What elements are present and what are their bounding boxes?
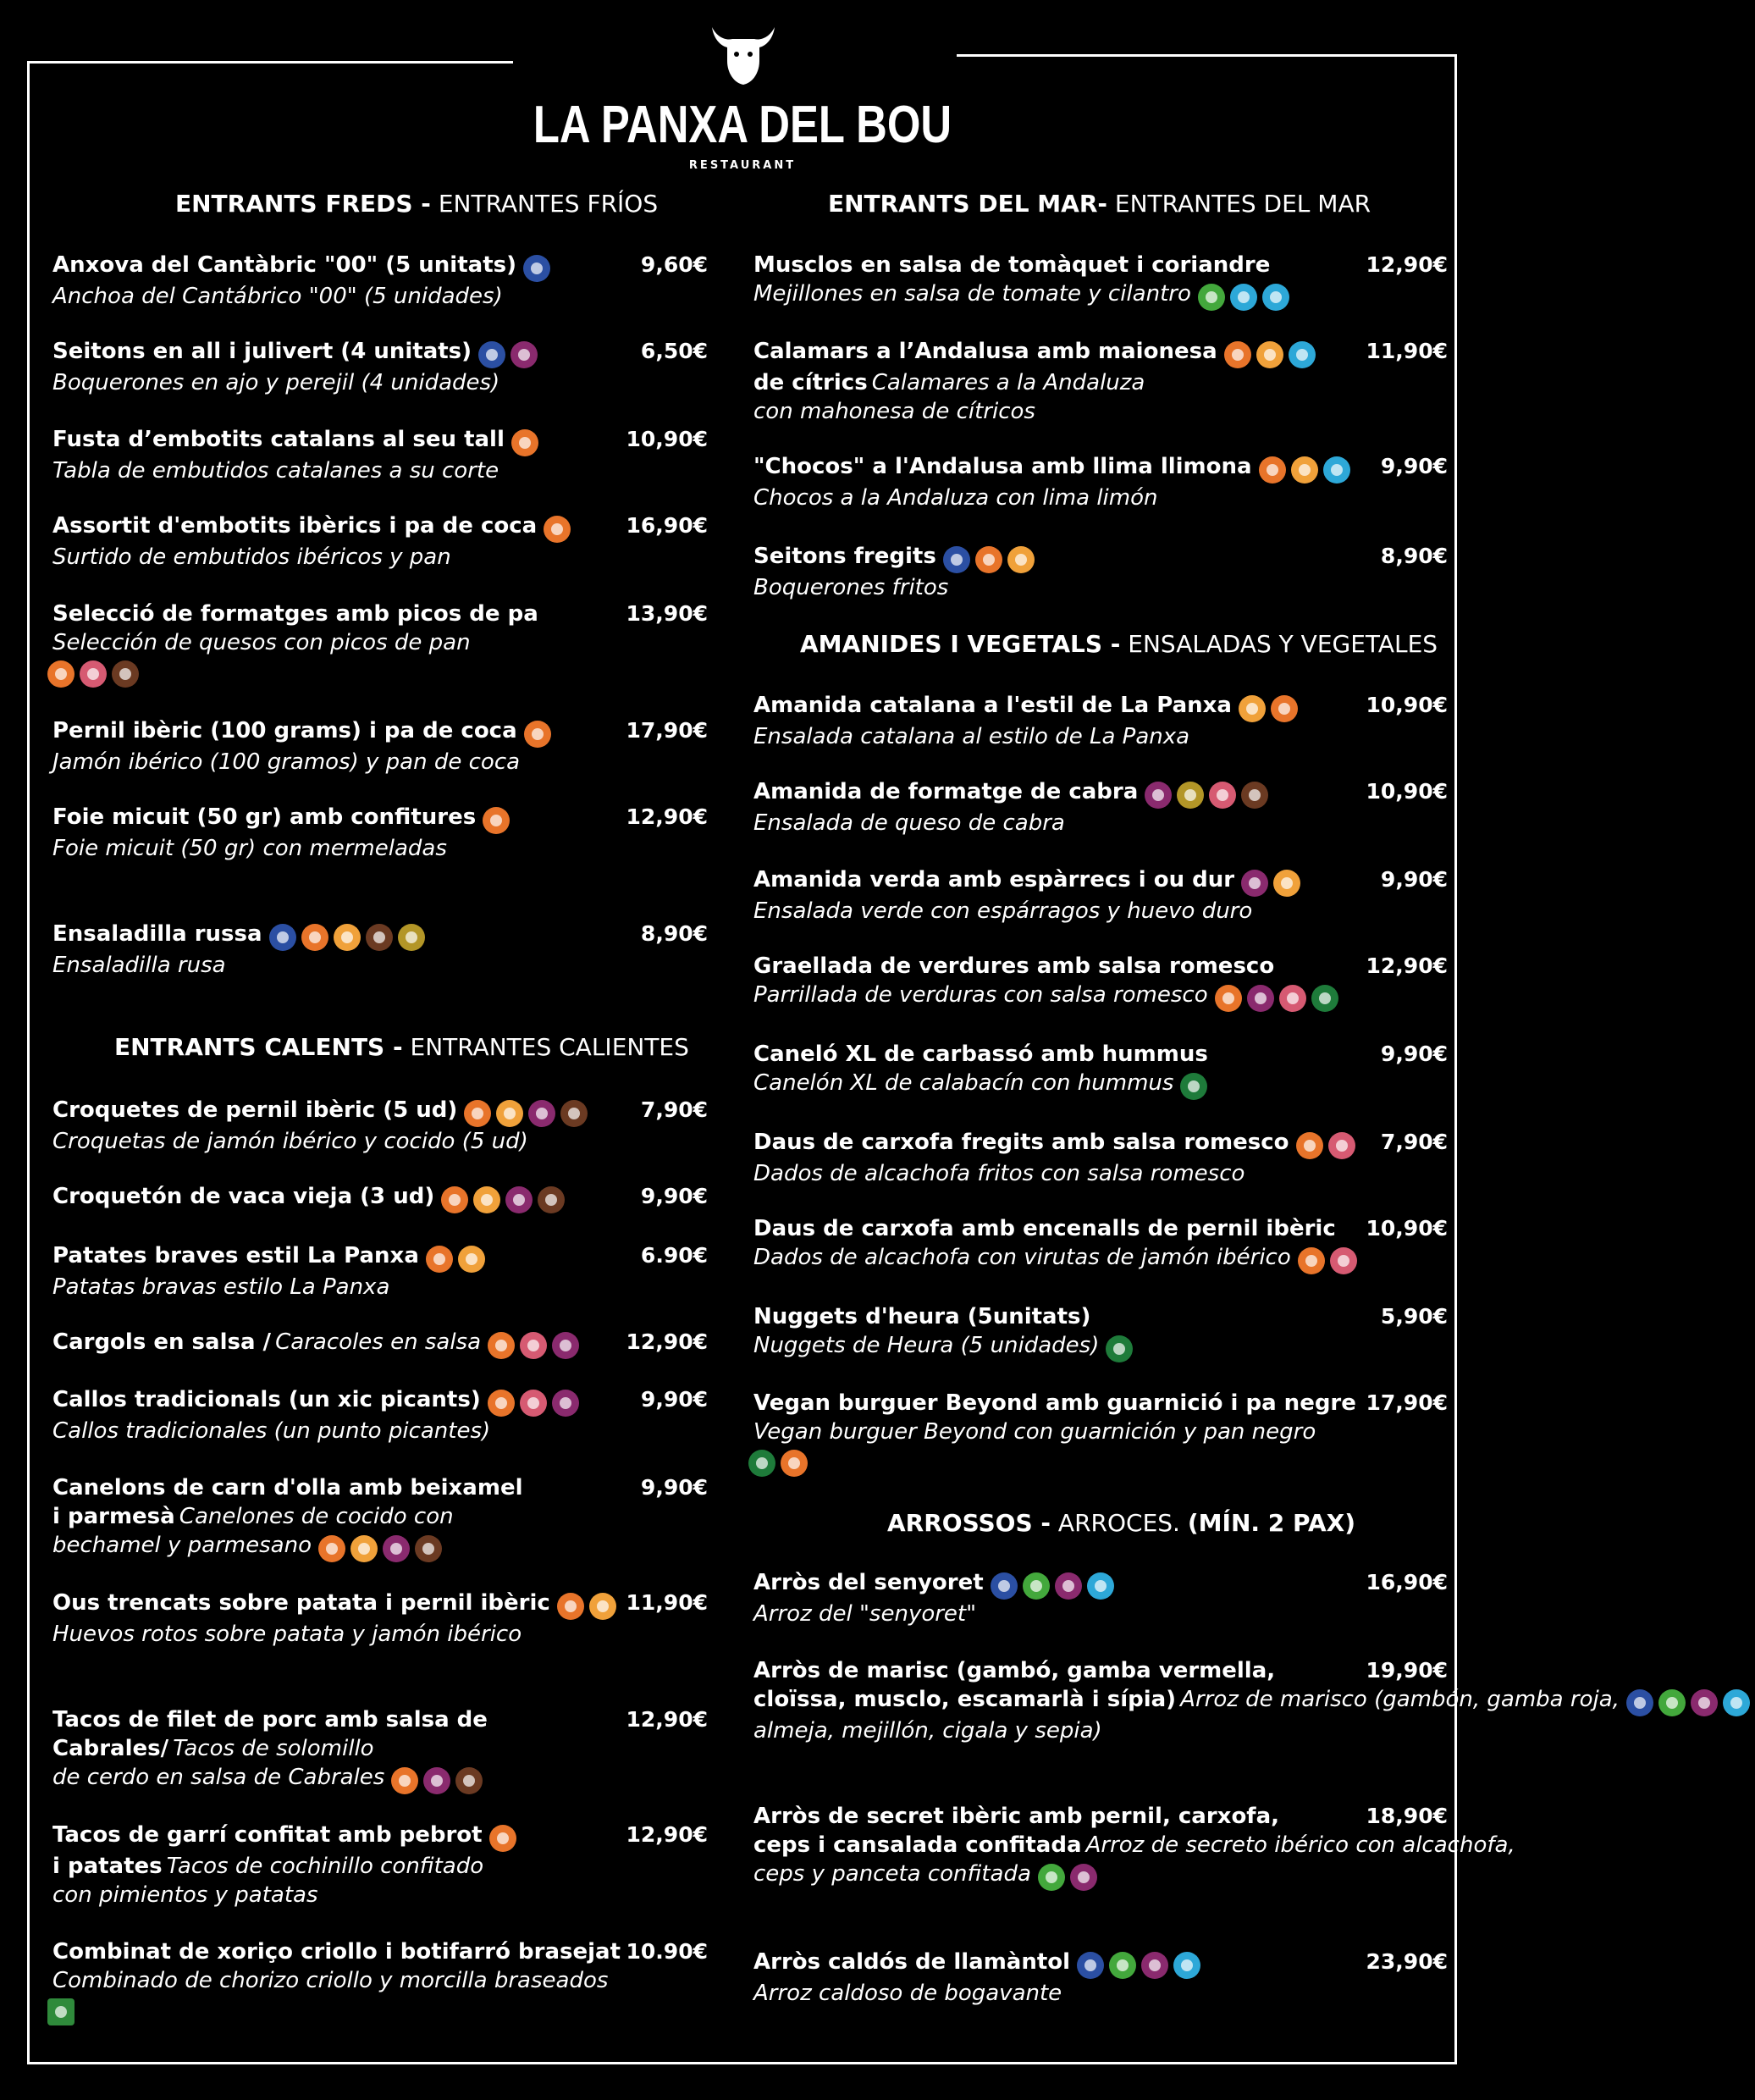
gluten-icon [1271, 695, 1298, 722]
item-name: Cargols en salsa / [52, 1329, 272, 1355]
menu-item [753, 251, 1294, 311]
item-price: 9,90€ [640, 1387, 708, 1412]
allergen-icons [426, 1246, 490, 1273]
item-description: Foie micuit (50 gr) con mermeladas [52, 835, 447, 861]
item-price: 9,90€ [1380, 454, 1448, 478]
celery-icon [1023, 1572, 1050, 1600]
sulphite-icon [528, 1100, 555, 1127]
item-description: Boquerones fritos [753, 574, 949, 600]
sulphite-icon [505, 1186, 533, 1213]
gluten-icon [1215, 985, 1242, 1012]
allergen-icons [488, 1390, 584, 1417]
fish-icon [523, 255, 550, 282]
item-price: 10,90€ [626, 427, 708, 451]
item-description: Canelón XL de calabacín con hummus [753, 1070, 1174, 1096]
item-description: Ensalada catalana al estilo de La Panxa [753, 723, 1190, 749]
menu-item [753, 542, 1040, 602]
allergen-icons [478, 341, 543, 368]
item-price: 9,90€ [640, 1184, 708, 1208]
item-price: 11,90€ [1366, 339, 1448, 363]
menu-item [753, 1656, 1755, 1745]
item-name: Tacos de filet de porc amb salsa de [52, 1707, 488, 1732]
item-name: Callos tradicionals (un xic picants) [52, 1387, 481, 1412]
gluten-icon [464, 1100, 491, 1127]
gluten-icon [1298, 1247, 1325, 1274]
sulphite-icon [1070, 1864, 1097, 1891]
sulphite-icon [423, 1767, 450, 1794]
item-price: 11,90€ [626, 1590, 708, 1615]
frame-right [1454, 54, 1457, 2064]
allergen-icons [488, 1332, 584, 1359]
crustacean-icon [1723, 1689, 1750, 1716]
menu-item [753, 337, 1321, 426]
item-name: Seitons fregits [753, 544, 936, 569]
item-name: Anxova del Cantàbric "00" (5 unitats) [52, 252, 516, 278]
item-description: Huevos rotos sobre patata y jamón ibérico [52, 1621, 522, 1647]
item-name: Arròs caldós de llamàntol [753, 1949, 1071, 1975]
milk-icon [366, 924, 393, 951]
menu-item [52, 1821, 522, 1909]
item-name: Canelons de carn d'olla amb beixamel [52, 1475, 523, 1500]
egg-icon [1273, 870, 1300, 897]
brand-title: LA PANXA DEL BOU [533, 96, 952, 154]
milk-icon [455, 1767, 483, 1794]
menu-item [52, 251, 555, 311]
egg-icon [1291, 456, 1318, 484]
item-name: Amanida catalana a l'estil de La Panxa [753, 693, 1232, 718]
allergen-icons [523, 255, 555, 282]
item-description: Boquerones en ajo y perejil (4 unidades) [52, 369, 500, 395]
item-name: Musclos en salsa de tomàquet i coriandre [753, 252, 1271, 278]
sulphite-icon [1691, 1689, 1718, 1716]
gluten-icon [426, 1246, 453, 1273]
gluten-icon [1224, 341, 1251, 368]
allergen-icons [544, 516, 576, 543]
item-description: Dados de alcachofa fritos con salsa romesco [753, 1160, 1245, 1186]
allergen-icons [441, 1186, 570, 1213]
vegan-icon [1180, 1073, 1207, 1100]
item-price: 10,90€ [1366, 1216, 1448, 1241]
menu-item [753, 865, 1305, 926]
gluten-icon [483, 807, 510, 834]
gluten-icon [1259, 456, 1286, 484]
menu-item [753, 1214, 1362, 1274]
sulphite-icon [552, 1332, 579, 1359]
item-name: "Chocos" a l'Andalusa amb llima llimona [753, 454, 1252, 479]
vegan-icon [748, 1450, 775, 1477]
egg-icon [1007, 546, 1035, 573]
allergen-icons [943, 546, 1040, 573]
item-price: 12,90€ [1366, 953, 1448, 978]
item-description: Selección de quesos con picos de pan [52, 630, 471, 655]
item-description: Dados de alcachofa con virutas de jamón ibérico [753, 1245, 1291, 1270]
mustard-icon [1177, 782, 1204, 809]
item-price: 6,50€ [640, 339, 708, 363]
gluten-icon [1296, 1132, 1323, 1159]
nuts-icon [1279, 985, 1306, 1012]
item-name-cont: de cítrics [753, 369, 868, 395]
allergen-icons [489, 1825, 522, 1852]
gluten-icon [511, 429, 538, 456]
menu-item [52, 1589, 621, 1649]
milk-icon [1241, 782, 1268, 809]
allergen-icons [47, 660, 144, 688]
item-price: 9,90€ [1380, 867, 1448, 892]
item-description: Tacos de cochinillo confitado [166, 1853, 484, 1879]
gluten-icon [488, 1390, 515, 1417]
menu-item [52, 1705, 488, 1794]
item-description: Tacos de solomillo [173, 1736, 374, 1761]
item-name: Amanida verda amb espàrrecs i ou dur [753, 867, 1235, 892]
item-description: Canelones de cocido con [179, 1504, 454, 1529]
fish-icon [478, 341, 505, 368]
item-description: Caracoles en salsa [275, 1329, 482, 1355]
item-price: 23,90€ [1366, 1949, 1448, 1974]
item-name: Selecció de formatges amb picos de pa [52, 601, 538, 627]
menu-item [52, 716, 556, 776]
milk-icon [415, 1535, 442, 1562]
item-description-cont: ceps y panceta confitada [753, 1861, 1031, 1887]
gluten-icon [557, 1593, 584, 1620]
allergen-icons [1038, 1864, 1102, 1891]
item-price: 5,90€ [1380, 1304, 1448, 1329]
menu-item [52, 425, 544, 485]
item-description-cont: con pimientos y patatas [52, 1882, 318, 1908]
sulphite-icon [1145, 782, 1172, 809]
menu-item [52, 337, 543, 397]
item-price: 16,90€ [626, 513, 708, 538]
section-entrants-freds: ENTRANTS FREDS - ENTRANTES FRÍOS [175, 190, 659, 218]
menu-item [753, 952, 1344, 1012]
bull-logo-icon [709, 22, 778, 86]
mollusc-icon [1289, 341, 1316, 368]
item-description: Arroz de secreto ibérico con alcachofa, [1085, 1832, 1515, 1858]
item-price: 9,90€ [640, 1475, 708, 1500]
item-name-cont: ceps i cansalada confitada [753, 1832, 1082, 1858]
sulphite-icon [1055, 1572, 1082, 1600]
menu-item [753, 1389, 1356, 1477]
item-description: Parrillada de verduras con salsa romesco [753, 982, 1208, 1008]
allergen-icons [1198, 284, 1294, 311]
item-description-cont: de cerdo en salsa de Cabrales [52, 1765, 385, 1790]
item-name: Seitons en all i julivert (4 unitats) [52, 339, 472, 364]
section-entrants-mar: ENTRANTS DEL MAR- ENTRANTES DEL MAR [828, 190, 1371, 218]
section-amanides: AMANIDES I VEGETALS - ENSALADAS Y VEGETALES [800, 630, 1438, 658]
menu-item [52, 803, 515, 863]
milk-icon [112, 660, 139, 688]
menu-item [52, 1937, 621, 2025]
item-name-cont: i parmesà [52, 1504, 175, 1529]
item-name: Daus de carxofa amb encenalls de pernil ibèric [753, 1216, 1336, 1241]
item-description: Callos tradicionales (un punto picantes) [52, 1418, 491, 1444]
item-description: Arroz caldoso de bogavante [753, 1980, 1062, 2006]
item-price: 17,90€ [1366, 1390, 1448, 1415]
item-name: Pernil ibèric (100 grams) i pa de coca [52, 718, 517, 743]
item-price: 8,90€ [1380, 544, 1448, 568]
sulphite-icon [510, 341, 538, 368]
allergen-icons [1224, 341, 1321, 368]
gluten-icon [544, 516, 571, 543]
gluten-icon [318, 1535, 345, 1562]
menu-item [753, 1302, 1138, 1362]
allergen-icons [511, 429, 544, 456]
item-name: Arròs del senyoret [753, 1570, 984, 1595]
item-name: Arròs de secret ibèric amb pernil, carxofa, [753, 1804, 1280, 1829]
gluten-icon [975, 546, 1002, 573]
allergen-icons [464, 1100, 593, 1127]
egg-icon [496, 1100, 523, 1127]
nuts-icon [1330, 1247, 1357, 1274]
item-name: Calamars a l’Andalusa amb maionesa [753, 339, 1217, 364]
menu-item [52, 1096, 593, 1156]
item-name: Croquetón de vaca vieja (3 ud) [52, 1184, 435, 1209]
crustacean-icon [1087, 1572, 1114, 1600]
item-name: Ous trencats sobre patata i pernil ibèric [52, 1590, 550, 1616]
item-price: 10.90€ [626, 1939, 708, 1964]
celery-icon [1658, 1689, 1686, 1716]
item-name: Foie micuit (50 gr) amb confitures [52, 804, 477, 830]
allergen-icons [1180, 1073, 1212, 1100]
fish-icon [991, 1572, 1018, 1600]
section-entrants-calents: ENTRANTS CALENTS - ENTRANTES CALIENTES [114, 1033, 689, 1061]
mustard-icon [398, 924, 425, 951]
gluten-icon [524, 721, 551, 748]
crustacean-icon [1230, 284, 1257, 311]
item-price: 10,90€ [1366, 693, 1448, 717]
item-price: 17,90€ [626, 718, 708, 743]
allergen-icons [483, 807, 515, 834]
fish-icon [1077, 1952, 1104, 1979]
menu-item [52, 511, 576, 572]
item-description-cont: almeja, mejillón, cigala y sepia) [753, 1717, 1102, 1744]
allergen-icons [1106, 1335, 1138, 1362]
menu-item [52, 920, 430, 980]
menu-item [753, 1948, 1206, 2008]
allergen-icons [991, 1572, 1119, 1600]
menu-item [52, 1328, 584, 1359]
item-name-cont: cloïssa, musclo, escamarlà i sípia) [753, 1687, 1177, 1712]
item-price: 12,90€ [626, 1707, 708, 1732]
item-price: 12,90€ [626, 1822, 708, 1847]
item-price: 8,90€ [640, 921, 708, 946]
item-name-cont: i patates [52, 1853, 163, 1879]
allergen-icons [524, 721, 556, 748]
menu-item [52, 1473, 522, 1562]
item-price: 12,90€ [1366, 252, 1448, 277]
item-price: 9,90€ [1380, 1042, 1448, 1066]
item-price: 12,90€ [626, 1329, 708, 1354]
fish-icon [269, 924, 296, 951]
item-description-cont: con mahonesa de cítricos [753, 398, 1035, 424]
sulphite-icon [552, 1390, 579, 1417]
item-name: Assortit d'embotits ibèrics i pa de coca [52, 513, 538, 539]
celery-icon [1198, 284, 1225, 311]
nuts-icon [520, 1390, 547, 1417]
gluten-icon [301, 924, 328, 951]
egg-icon [458, 1246, 485, 1273]
item-description: Vegan burguer Beyond con guarnición y pan negro [753, 1419, 1316, 1445]
item-name: Combinat de xoriço criollo i botifarró brasejat [52, 1939, 621, 1965]
allergen-icons [1215, 985, 1344, 1012]
item-name: Ensaladilla russa [52, 921, 262, 947]
item-description: Mejillones en salsa de tomate y cilantro [753, 281, 1191, 307]
gluten-icon [47, 660, 75, 688]
frame-bottom [27, 2062, 1457, 2064]
item-price: 6.90€ [640, 1243, 708, 1268]
item-price: 13,90€ [626, 601, 708, 626]
fish-icon [943, 546, 970, 573]
item-price: 7,90€ [640, 1097, 708, 1122]
section-arrossos: ARROSSOS - ARROCES. (MÍN. 2 PAX) [887, 1509, 1355, 1537]
menu-item [753, 452, 1355, 512]
item-description: Chocos a la Andaluza con lima limón [753, 484, 1158, 511]
celery-icon [1109, 1952, 1136, 1979]
item-description: Arroz de marisco (gambón, gamba roja, [1180, 1687, 1620, 1712]
sulphite-icon [1241, 870, 1268, 897]
allergen-icons [1241, 870, 1305, 897]
menu-item [753, 777, 1273, 837]
egg-icon [350, 1535, 378, 1562]
item-price: 16,90€ [1366, 1570, 1448, 1594]
sulphite-icon [383, 1535, 410, 1562]
allergen-icons [269, 924, 430, 951]
item-description: Ensalada verde con espárragos y huevo duro [753, 898, 1253, 924]
allergen-icons [391, 1767, 488, 1794]
menu-item [753, 1128, 1360, 1188]
item-description: Nuggets de Heura (5 unidades) [753, 1333, 1100, 1358]
vegan-icon [1106, 1335, 1133, 1362]
item-name: Tacos de garrí confitat amb pebrot [52, 1822, 483, 1848]
item-description-cont: bechamel y parmesano [52, 1533, 312, 1558]
allergen-icons [1077, 1952, 1206, 1979]
allergen-icons [748, 1450, 813, 1477]
sulphite-icon [1247, 985, 1274, 1012]
crustacean-icon [1173, 1952, 1200, 1979]
item-description: Ensalada de queso de cabra [753, 810, 1065, 836]
nuts-icon [1209, 782, 1236, 809]
allergen-icons [1145, 782, 1273, 809]
item-price: 9,60€ [640, 252, 708, 277]
fish-icon [1626, 1689, 1653, 1716]
item-description: Patatas bravas estilo La Panxa [52, 1274, 390, 1300]
item-name-cont: Cabrales/ [52, 1736, 169, 1761]
item-description: Tabla de embutidos catalanes a su corte [52, 457, 499, 484]
egg-icon [1256, 341, 1283, 368]
egg-icon [334, 924, 361, 951]
item-description: Ensaladilla rusa [52, 952, 226, 978]
nuts-icon [80, 660, 107, 688]
mollusc-icon [1262, 284, 1289, 311]
frame-left [27, 61, 30, 2064]
item-description: Jamón ibérico (100 gramos) y pan de coca [52, 749, 521, 775]
celery-icon [1038, 1864, 1065, 1891]
allergen-icons [1626, 1689, 1755, 1716]
item-name: Graellada de verdures amb salsa romesco [753, 953, 1275, 979]
frame-top-left [27, 61, 513, 64]
brand-subtitle: RESTAURANT [688, 159, 797, 172]
menu-item [753, 1568, 1119, 1628]
gluten-icon [489, 1825, 516, 1852]
item-name: Caneló XL de carbassó amb hummus [753, 1042, 1208, 1067]
item-description: Anchoa del Cantábrico "00" (5 unidades) [52, 283, 503, 309]
item-price: 7,90€ [1380, 1130, 1448, 1154]
item-description: Surtido de embutidos ibéricos y pan [52, 544, 451, 570]
sulphite-icon [1141, 1952, 1168, 1979]
gluten-icon [441, 1186, 468, 1213]
milk-icon [538, 1186, 565, 1213]
menu-item [52, 1385, 584, 1445]
item-name: Vegan burguer Beyond amb guarnició i pa negre [753, 1390, 1356, 1416]
allergen-icons [318, 1535, 447, 1562]
item-name: Fusta d’embotits catalans al seu tall [52, 427, 505, 452]
item-price: 10,90€ [1366, 779, 1448, 804]
gluten-icon [781, 1450, 808, 1477]
item-price: 12,90€ [626, 804, 708, 829]
item-name: Nuggets d'heura (5unitats) [753, 1304, 1091, 1329]
item-name: Patates braves estil La Panxa [52, 1243, 419, 1268]
egg-icon [1239, 695, 1266, 722]
item-price: 19,90€ [1366, 1658, 1448, 1683]
vegan-icon [1311, 985, 1338, 1012]
item-name: Croquetes de pernil ibèric (5 ud) [52, 1097, 458, 1123]
gluten-icon [488, 1332, 515, 1359]
menu-item [52, 1182, 570, 1213]
item-name: Amanida de formatge de cabra [753, 779, 1139, 804]
item-description: Combinado de chorizo criollo y morcilla braseados [52, 1968, 609, 1993]
frame-top-right [957, 54, 1456, 57]
allergen-icons [1239, 695, 1303, 722]
allergen-icons [47, 1998, 80, 2025]
menu-item [753, 691, 1303, 751]
milk-icon [560, 1100, 588, 1127]
item-description: Calamares a la Andaluza [871, 369, 1145, 395]
item-price: 18,90€ [1366, 1804, 1448, 1828]
menu-item [753, 1040, 1212, 1100]
menu-item [52, 1241, 490, 1301]
item-name: Arròs de marisc (gambó, gamba vermella, [753, 1658, 1276, 1683]
item-description: Arroz del "senyoret" [753, 1600, 977, 1627]
allergen-icons [1298, 1247, 1362, 1274]
gluten-icon [391, 1767, 418, 1794]
gluten-free-icon [47, 1998, 75, 2025]
menu-item [52, 600, 538, 688]
egg-icon [473, 1186, 500, 1213]
nuts-icon [520, 1332, 547, 1359]
item-description: Croquetas de jamón ibérico y cocido (5 ud) [52, 1128, 528, 1154]
item-name: Daus de carxofa fregits amb salsa romesco [753, 1130, 1289, 1155]
